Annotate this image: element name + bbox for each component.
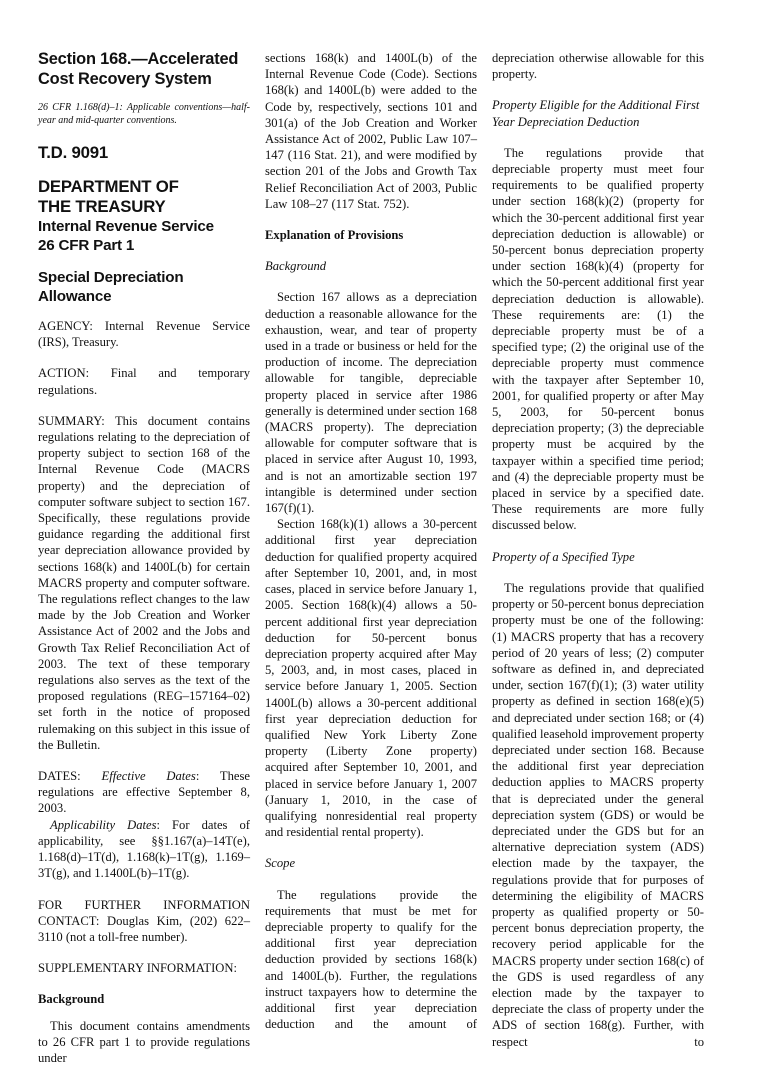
code-sections-paragraph: sections 168(k) and 1400L(b) of the Internal Revenue Code (Code). Sections 168(k) and 1400L(b) were added to the Code by, respectively, sections 101 and 301(a) of the Job Creation and Worker Assistance Act of 2002, Public Law 107–147 (116 Stat. 21), and were modified by section 201 of the Jobs and Growth Tax Relief Reconciliation Act of 2003, Public Law 108–27 (117 Stat. 752).: [265, 51, 477, 211]
dates-label: DATES:: [38, 769, 102, 784]
effective-dates-text: : These regulations are effective September 8, 2003.: [38, 769, 250, 816]
td-number: T.D. 9091: [38, 143, 109, 162]
department-line-1: DEPARTMENT OF: [38, 177, 179, 196]
specified-type-paragraph: The regulations provide that qualified property or 50-percent bonus depreciation property must be one of the following: (1) MACRS property that has a recovery period of 20 years of less; (2) computer software as defined in, and depreciated under, section 167(f)(1); (3) water utility property as defined in section 168(e)(5) and depreciated under section 168; or (4) qualified leasehold improvement property depreciated under section 168. Because the additional first year depreciation deduction applies to MACRS property that is depreciated under the general depreciation system (GDS) or would be depreciated under the GDS but for an alternative depreciation system (ADS) election made by the taxpayer, the regulations provide that for purposes of determining the eligibility of MACRS property as qualified property or 50-percent bonus depreciation property, the recovery period applicable for the MACRS property under section 168(c) of the GDS is used regardless of any election made by the taxpayer to depreciate the class of property under the ADS of section 168(g). Further, with respect to: [492, 580, 704, 1049]
explanation-heading: Explanation of Provisions: [265, 228, 404, 243]
applicability-dates-text: : For dates of applicability, see §§1.167(a)–14T(e), 1.168(d)–1T(d), 1.168(k)–1T(g), 1.169–3T(g), and 1.1400L(b)–1T(g).: [38, 817, 250, 881]
irs-line: Internal Revenue Service: [38, 218, 214, 235]
rule-title: Special Depreciation Allowance: [38, 269, 184, 305]
background-subheading: Background: [265, 259, 327, 274]
background-paragraph: This document contains amendments to 26 CFR part 1 to provide regulations under: [38, 1018, 250, 1065]
eligible-property-heading: Property Eligible for the Additional First Year Depreciation Deduction: [492, 98, 700, 129]
applicability-paragraph: [38, 817, 250, 882]
agency-block: [38, 177, 250, 255]
summary-paragraph: SUMMARY: This document contains regulations relating to the depreciation of property subject to section 168 of the Internal Revenue Code (MACRS property) and the depreciation of computer software subject to section 167. Specifically, these regulations provide guidance regarding the additional first year depreciation allowance provided by sections 168(k) and 1400L(b) for certain MACRS property and computer software. The regulations reflect changes to the law made by the Job Creation and Worker Assistance Act of 2002 and the Jobs and Growth Tax Relief Reconciliation Act of 2003. The text of these temporary regulations also serves as the text of the proposed regulations (REG–157164–02) set forth in the notice of proposed rulemaking on this subject in this issue of the Bulletin.: [38, 413, 250, 752]
cfr-part: 26 CFR Part 1: [38, 237, 135, 254]
scope-heading: Scope: [265, 856, 296, 871]
specified-type-heading: Property of a Specified Type: [492, 549, 635, 564]
column-1: [38, 50, 250, 1066]
dates-paragraph: [38, 768, 250, 817]
applicability-dates-label: Applicability Dates: [50, 817, 157, 832]
four-requirements-paragraph: The regulations provide that depreciable property must meet four requirements to be qualified property under section 168(k)(2) (property for which the 30-percent additional first year depreciation deduction is allowable) or 50-percent bonus depreciation property under section 168(k)(4) (property for which the 50-percent additional first year depreciation deduction is allowable). These requirements are: (1) the depreciable property must be of a specified type; (2) the original use of the depreciable property must commence with the taxpayer after September 10, 2001, for qualified property or after May 5, 2003, for 50-percent bonus depreciation property; (3) the depreciable property must be acquired by the taxpayer within a specified time period; and (4) the depreciable property must be placed in service by a specified date. These requirements are more fully discussed below.: [492, 145, 704, 533]
column-3: [492, 50, 704, 1050]
section-title: Section 168.—Accelerated Cost Recovery System: [38, 50, 239, 88]
section-168k-paragraph: Section 168(k)(1) allows a 30-percent additional first year depreciation deduction for qualified property acquired after September 10, 2001, and, in most cases, placed in service before January 1, 2005. Section 168(k)(4) allows a 50-percent additional first year depreciation deduction for 50-percent bonus depreciation property acquired after May 5, 2003, and, in most cases, placed in service before January 1, 2005. Section 1400L(b) allows a 30-percent additional first year depreciation deduction for qualified New York Liberty Zone property (Liberty Zone property) acquired after September 10, 2001, and placed in service before January 1, 2007 (January 1, 2010, in the case of qualifying nonresidential real property and residential rental property).: [265, 517, 477, 840]
action-paragraph: ACTION: Final and temporary regulations.: [38, 366, 250, 397]
contact-paragraph: FOR FURTHER INFORMATION CONTACT: Douglas Kim, (202) 622–3110 (not a toll-free number).: [38, 897, 250, 944]
effective-dates-label: Effective Dates: [101, 769, 196, 784]
background-heading: Background: [38, 992, 105, 1007]
document-page: [38, 50, 718, 1065]
cfr-note: 26 CFR 1.168(d)–1: Applicable conventions—half-year and mid-quarter conventions.: [38, 102, 250, 126]
supplementary-label: SUPPLEMENTARY INFORMATION:: [38, 961, 237, 976]
continued-paragraph: depreciation otherwise allowable for this property.: [492, 51, 704, 82]
department-line-2: THE TREASURY: [38, 197, 166, 216]
column-2: [265, 50, 477, 1032]
section-167-paragraph: Section 167 allows as a depreciation deduction a reasonable allowance for the exhaustion, wear, and tear of property used in a trade or business or held for the production of income. The depreciation allowable for tangible, depreciable property placed in service after 1986 generally is determined under section 168 (MACRS property). The depreciation allowable for computer software that is placed in service after August 10, 1993, and is not an amortizable section 197 intangible is determined under section 167(f)(1).: [265, 290, 477, 516]
scope-paragraph: The regulations provide the requirements that must be met for depreciable property to qualify for the additional first year depreciation deduction provided by sections 168(k) and 1400L(b). Further, the regulations instruct taxpayers how to determine the additional first year depreciation deduction and the amount of: [265, 887, 477, 1032]
agency-paragraph: AGENCY: Internal Revenue Service (IRS), Treasury.: [38, 319, 250, 350]
